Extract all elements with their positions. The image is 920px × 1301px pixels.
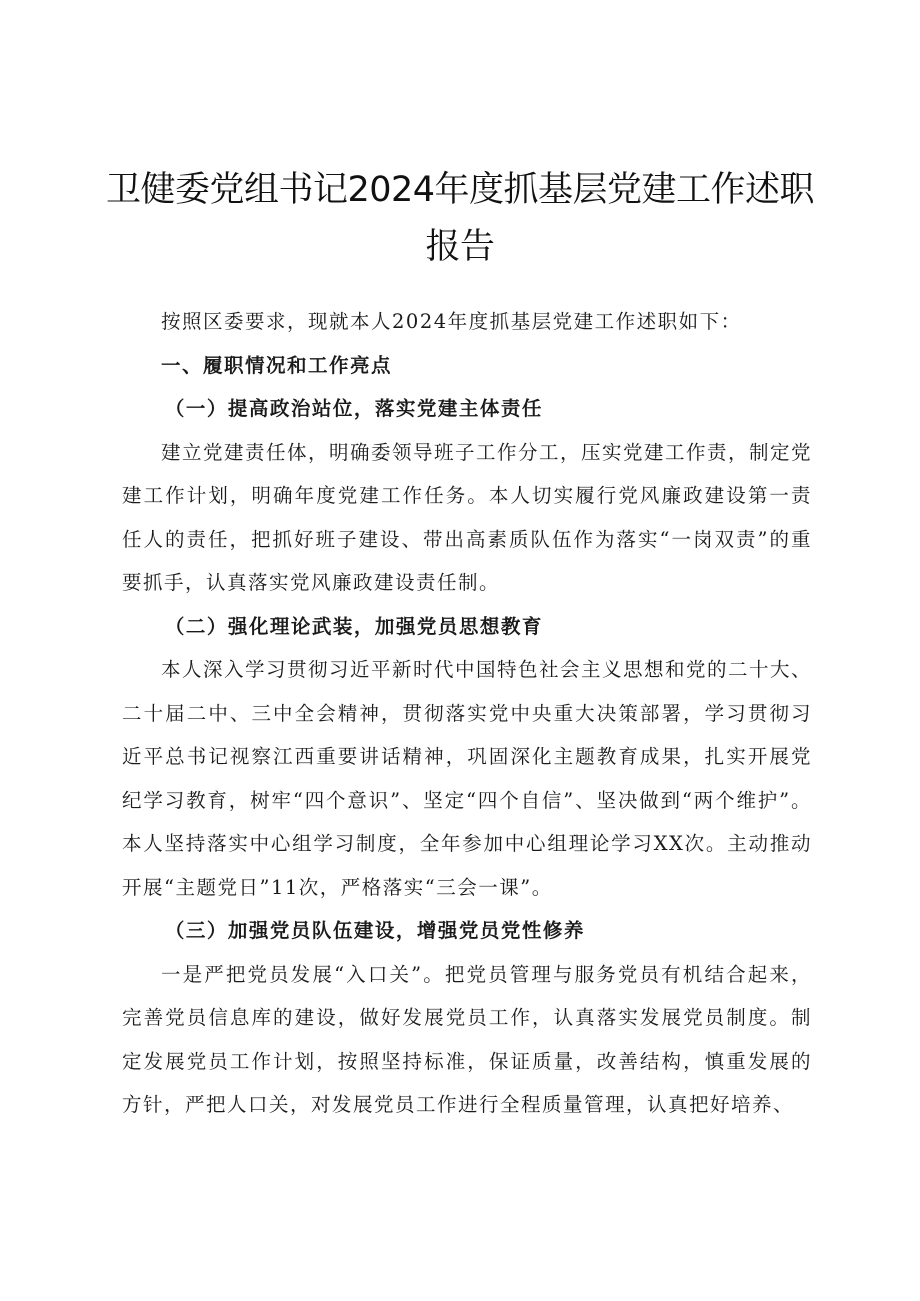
document-body: [122, 300, 812, 1127]
subsection-body-3: 一是严把党员发展“入口关”。把党员管理与服务党员有机结合起来，完善党员信息库的建设，做好发展党员工作，认真落实发展党员制度。制定发展党员工作计划，按照坚持标准，保证质量，改善结构，慎重发展的方针，严把人口关，对发展党员工作进行全程质量管理，认真把好培养、: [122, 962, 812, 1116]
document-title: 卫健委党组书记2024年度抓基层党建工作述职报告: [105, 170, 815, 267]
section-heading-1: 一、履职情况和工作亮点: [161, 353, 393, 377]
subsection-heading-3: （三）加强党员队伍建设，增强党员党性修养: [164, 919, 585, 942]
subsection-body-2: 本人深入学习贯彻习近平新时代中国特色社会主义思想和党的二十大、二十届二中、三中全会精神，贯彻落实党中央重大决策部署，学习贯彻习近平总书记视察江西重要讲话精神，巩固深化主题教育成果，扎实开展党纪学习教育，树牢“四个意识”、坚定“四个自信”、坚决做到“两个维护”。本人坚持落实中心组学习制度，全年参加中心组理论学习XX次。主动推动开展“主题党日”11次，严格落实“三会一课”。: [122, 658, 813, 899]
subsection-heading-2: （二）强化理论武装，加强党员思想教育: [164, 614, 543, 638]
subsection-body-1: 建立党建责任体，明确委领导班子工作分工，压实党建工作责，制定党建工作计划，明确年度党建工作任务。本人切实履行党风廉政建设第一责任人的责任，把抓好班子建设、带出高素质队伍作为落实“一岗双责”的重要抓手，认真落实党风廉政建设责任制。: [122, 440, 813, 594]
subsection-heading-1: （一）提高政治站位，落实党建主体责任: [164, 397, 543, 420]
intro-paragraph: 按照区委要求，现就本人2024年度抓基层党建工作述职如下：: [161, 310, 742, 333]
